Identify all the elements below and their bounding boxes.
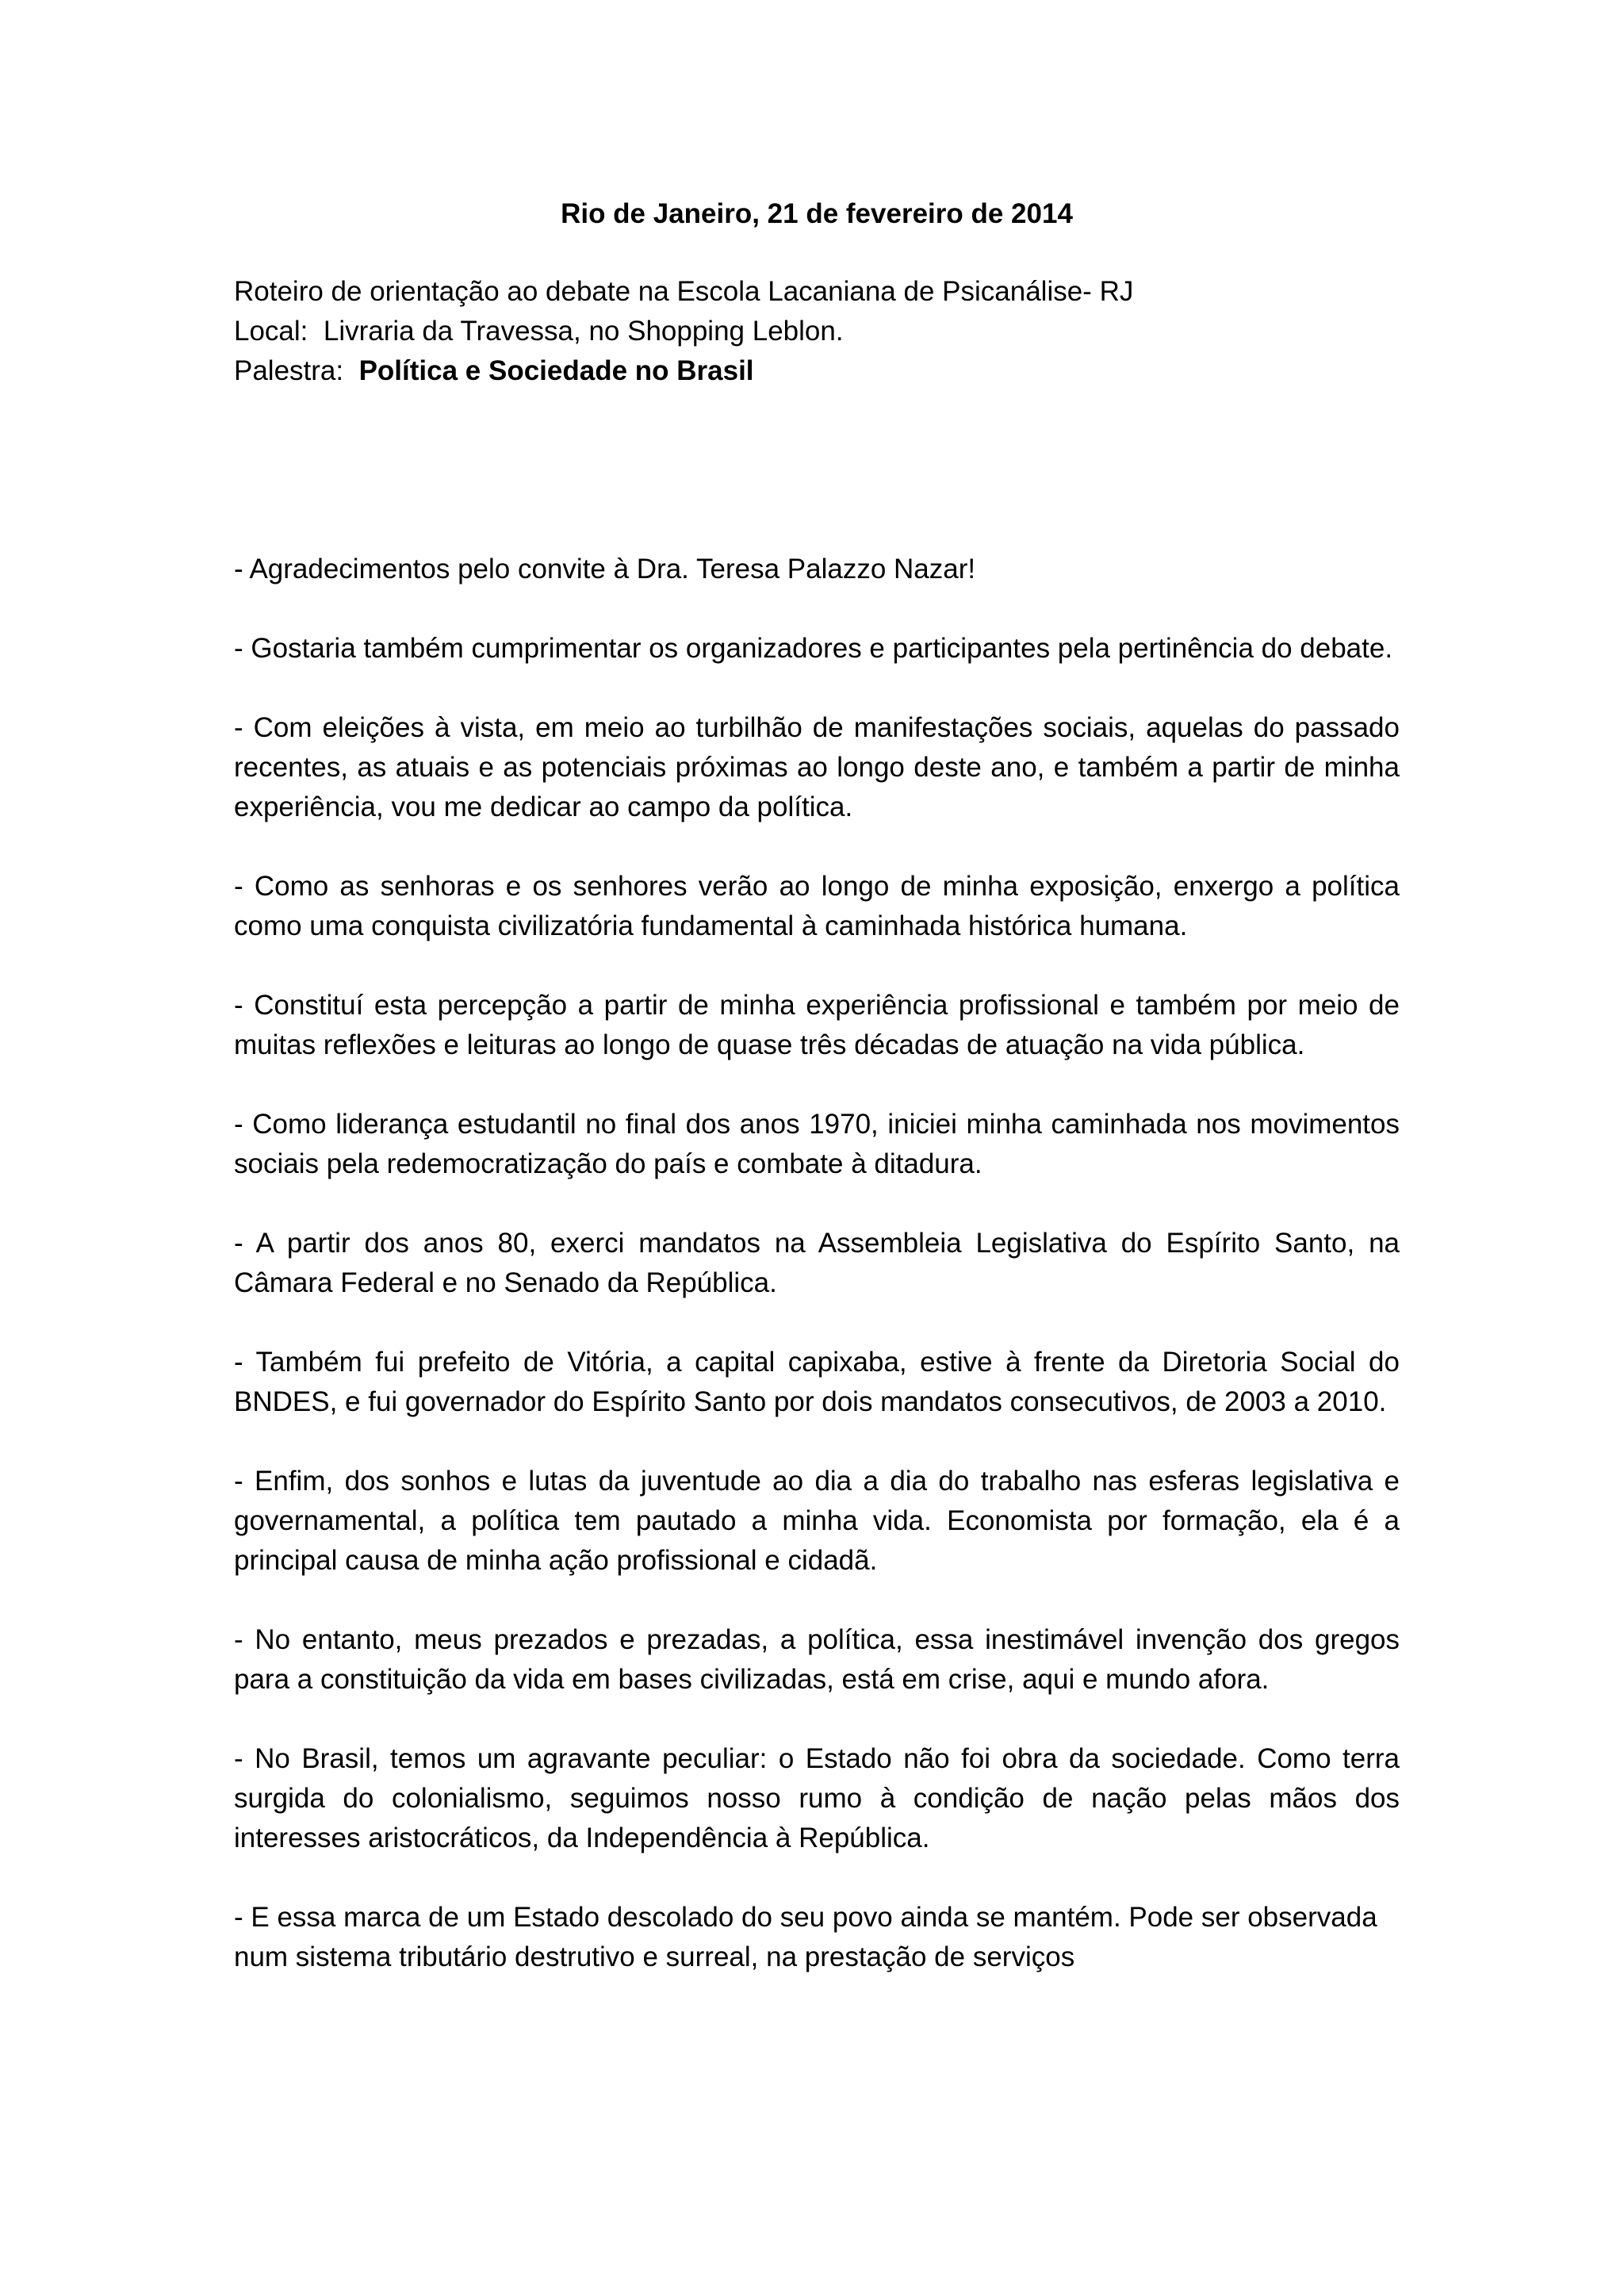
paragraph: - A partir dos anos 80, exerci mandatos na Assembleia Legislativa do Espírito Santo, na Câmara Federal e no Senado da República.	[234, 1228, 1400, 1298]
document-page	[234, 194, 1400, 2017]
event-header	[234, 272, 1400, 391]
paragraph: - Como liderança estudantil no final dos anos 1970, iniciei minha caminhada nos movimentos sociais pela redemocratização do país e combate à ditadura.	[234, 1109, 1400, 1179]
local-line	[234, 312, 1400, 351]
local-value: Livraria da Travessa, no Shopping Leblon.	[323, 316, 844, 347]
date-heading: Rio de Janeiro, 21 de fevereiro de 2014	[561, 198, 1073, 229]
paragraph: - No entanto, meus prezados e prezadas, a política, essa inestimável invenção dos gregos para a constituição da vida em bases civilizadas, está em crise, aqui e mundo afora.	[234, 1624, 1400, 1695]
palestra-label: Palestra:	[234, 355, 344, 386]
local-label: Local:	[234, 316, 308, 347]
palestra-title: Política e Sociedade no Brasil	[358, 355, 754, 386]
paragraph: - Gostaria também cumprimentar os organizadores e participantes pela pertinência do debate.	[234, 633, 1393, 664]
paragraph: - Como as senhoras e os senhores verão ao longo de minha exposição, enxergo a política como uma conquista civilizatória fundamental à caminhada histórica humana.	[234, 871, 1400, 941]
paragraph: - Enfim, dos sonhos e lutas da juventude ao dia a dia do trabalho nas esferas legislativa e governamental, a política tem pautado a minha vida. Economista por formação, ela é a principal causa de minha ação profissional e cidadã.	[234, 1466, 1400, 1576]
paragraph: - Agradecimentos pelo convite à Dra. Teresa Palazzo Nazar!	[234, 554, 976, 585]
paragraph: - Também fui prefeito de Vitória, a capital capixaba, estive à frente da Diretoria Social do BNDES, e fui governador do Espírito Santo por dois mandatos consecutivos, de 2003 a 2010.	[234, 1347, 1400, 1417]
palestra-line	[234, 351, 1400, 391]
paragraph: - No Brasil, temos um agravante peculiar: o Estado não foi obra da sociedade. Como terra surgida do colonialismo, seguimos nosso rumo à condição de nação pelas mãos dos interesses aristocráticos, da Independência à República.	[234, 1743, 1400, 1853]
roteiro-line: Roteiro de orientação ao debate na Escola Lacaniana de Psicanálise- RJ	[234, 276, 1134, 307]
paragraph: - Constituí esta percepção a partir de minha experiência profissional e também por meio de muitas reflexões e leituras ao longo de quase três décadas de atuação na vida pública.	[234, 990, 1400, 1060]
paragraph: - E essa marca de um Estado descolado do seu povo ainda se mantém. Pode ser observada num sistema tributário destrutivo e surreal, na prestação de serviços	[234, 1902, 1377, 1972]
paragraph: - Com eleições à vista, em meio ao turbilhão de manifestações sociais, aquelas do passado recentes, as atuais e as potenciais próximas ao longo deste ano, e também a partir de minha experiência, vou me dedicar ao campo da política.	[234, 712, 1400, 822]
